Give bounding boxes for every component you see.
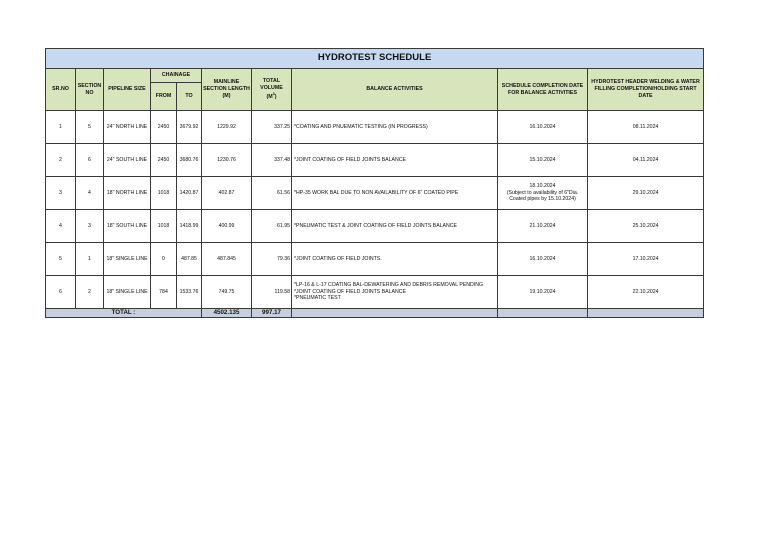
cell-section-no: 6: [76, 144, 104, 177]
cell-section-no: 3: [76, 210, 104, 243]
table-body: [46, 111, 704, 309]
cell-chainage-to: 1418.99: [177, 210, 202, 243]
cell-pipeline-size: 24" NORTH LINE: [104, 111, 151, 144]
cell-srno: 3: [46, 177, 76, 210]
cell-mainline-length: 1230.76: [202, 144, 252, 177]
table-row: [46, 276, 704, 309]
totals-volume: 997.17: [252, 309, 292, 318]
cell-total-volume: 61.56: [252, 177, 292, 210]
header-total-volume-sup: 3: [272, 92, 275, 97]
activity-line: *PNEUMATIC TEST & JOINT COATING OF FIELD JOINTS BALANCE: [294, 222, 457, 229]
cell-chainage-to: 1533.76: [177, 276, 202, 309]
cell-chainage-to: 3679.92: [177, 111, 202, 144]
activity-line: *JOINT COATING OF FIELD JOINTS.: [294, 255, 382, 262]
header-chainage: CHAINAGE: [151, 69, 202, 83]
cell-chainage-from: 2450: [151, 111, 177, 144]
table-row: [46, 144, 704, 177]
cell-pipeline-size: 18" SOUTH LINE: [104, 210, 151, 243]
cell-hydrotest-start: 08.11.2024: [588, 111, 704, 144]
table-row: [46, 177, 704, 210]
cell-hydrotest-start: 17.10.2024: [588, 243, 704, 276]
activity-line: *HP-35 WORK BAL DUE TO NON AVAILABILITY OF 6" COATED PIPE: [294, 189, 459, 196]
cell-mainline-length: 400.99: [202, 210, 252, 243]
cell-balance-activities: [292, 144, 498, 177]
activity-line: *LP-16 & L-17 COATING BAL-DEWATERING AND DEBRIS REMOVAL PENDING: [294, 281, 483, 288]
cell-hydrotest-start: 04.11.2024: [588, 144, 704, 177]
cell-schedule-completion: [498, 111, 588, 144]
hydrotest-schedule-table: [45, 48, 704, 318]
schedule-line: 15.10.2024: [529, 156, 556, 163]
activity-line: *JOINT COATING OF FIELD JOINTS BALANCE: [294, 288, 406, 295]
cell-mainline-length: 402.87: [202, 177, 252, 210]
cell-balance-activities: [292, 276, 498, 309]
cell-section-no: 1: [76, 243, 104, 276]
header-pipeline-size: PIPELINE SIZE: [104, 69, 151, 111]
header-total-volume-label: TOTAL VOLUME: [260, 78, 283, 92]
header-hydrotest-start: HYDROTEST HEADER WELDING & WATER FILLING COMPLETION/HOLDING START DATE: [588, 69, 704, 111]
cell-srno: 1: [46, 111, 76, 144]
table-row: [46, 111, 704, 144]
cell-pipeline-size: 18" SINGLE LINE: [104, 243, 151, 276]
header-srno: SR.NO: [46, 69, 76, 111]
schedule-line: 16.10.2024: [529, 123, 556, 130]
totals-label: TOTAL :: [46, 309, 202, 318]
cell-hydrotest-start: 25.10.2024: [588, 210, 704, 243]
cell-section-no: 5: [76, 111, 104, 144]
cell-chainage-from: 1018: [151, 177, 177, 210]
cell-schedule-completion: [498, 144, 588, 177]
cell-srno: 2: [46, 144, 76, 177]
cell-chainage-to: 1420.87: [177, 177, 202, 210]
cell-balance-activities: [292, 210, 498, 243]
totals-row: [46, 309, 704, 318]
totals-length: 4502.135: [202, 309, 252, 318]
activity-line: *PNEUMATIC TEST: [294, 295, 341, 302]
cell-chainage-to: 3680.76: [177, 144, 202, 177]
cell-mainline-length: 487.845: [202, 243, 252, 276]
table-row: [46, 243, 704, 276]
cell-mainline-length: 749.75: [202, 276, 252, 309]
cell-hydrotest-start: 29.10.2024: [588, 177, 704, 210]
cell-balance-activities: [292, 111, 498, 144]
cell-hydrotest-start: 22.10.2024: [588, 276, 704, 309]
activity-line: *COATING AND PNUEMATIC TESTING (IN PROGRESS): [294, 123, 428, 130]
header-section-no: SECTION NO: [76, 69, 104, 111]
schedule-line: Coated pipes by 15.10.2024): [509, 196, 576, 203]
cell-total-volume: 337.25: [252, 111, 292, 144]
schedule-line: 18.10.2024: [529, 182, 556, 189]
header-total-volume-unit: (M: [266, 93, 273, 100]
header-balance-activities: BALANCE ACTIVITIES: [292, 69, 498, 111]
table-row: [46, 210, 704, 243]
cell-schedule-completion: [498, 210, 588, 243]
cell-total-volume: 337.48: [252, 144, 292, 177]
cell-pipeline-size: 18" NORTH LINE: [104, 177, 151, 210]
cell-schedule-completion: [498, 177, 588, 210]
schedule-line: 19.10.2024: [529, 288, 556, 295]
activity-line: *JOINT COATING OF FIELD JOINTS BALANCE: [294, 156, 406, 163]
cell-chainage-to: 487.85: [177, 243, 202, 276]
header-mainline-length: MAINLINE SECTION LENGTH (M): [202, 69, 252, 111]
cell-total-volume: 119.58: [252, 276, 292, 309]
totals-empty-hydro: [588, 309, 704, 318]
cell-section-no: 2: [76, 276, 104, 309]
header-from: FROM: [151, 83, 177, 111]
cell-srno: 4: [46, 210, 76, 243]
totals-empty-schedule: [498, 309, 588, 318]
header-total-volume-close: ): [274, 93, 277, 100]
cell-chainage-from: 1018: [151, 210, 177, 243]
cell-pipeline-size: 18" SINGLE LINE: [104, 276, 151, 309]
table-title: HYDROTEST SCHEDULE: [46, 49, 704, 69]
cell-section-no: 4: [76, 177, 104, 210]
cell-mainline-length: 1229.92: [202, 111, 252, 144]
cell-srno: 5: [46, 243, 76, 276]
totals-empty-activities: [292, 309, 498, 318]
cell-chainage-from: 784: [151, 276, 177, 309]
cell-schedule-completion: [498, 243, 588, 276]
cell-chainage-from: 2450: [151, 144, 177, 177]
header-total-volume: [252, 69, 292, 111]
schedule-line: 16.10.2024: [529, 255, 556, 262]
cell-pipeline-size: 24" SOUTH LINE: [104, 144, 151, 177]
cell-schedule-completion: [498, 276, 588, 309]
cell-total-volume: 61.95: [252, 210, 292, 243]
cell-balance-activities: [292, 243, 498, 276]
schedule-line: 21.10.2024: [529, 222, 556, 229]
cell-chainage-from: 0: [151, 243, 177, 276]
cell-srno: 6: [46, 276, 76, 309]
cell-balance-activities: [292, 177, 498, 210]
header-schedule-completion: SCHEDULE COMPLETION DATE FOR BALANCE ACTIVITIES: [498, 69, 588, 111]
header-to: TO: [177, 83, 202, 111]
schedule-line: (Subject to availability of 6"Dia.: [506, 189, 579, 196]
cell-total-volume: 79.36: [252, 243, 292, 276]
